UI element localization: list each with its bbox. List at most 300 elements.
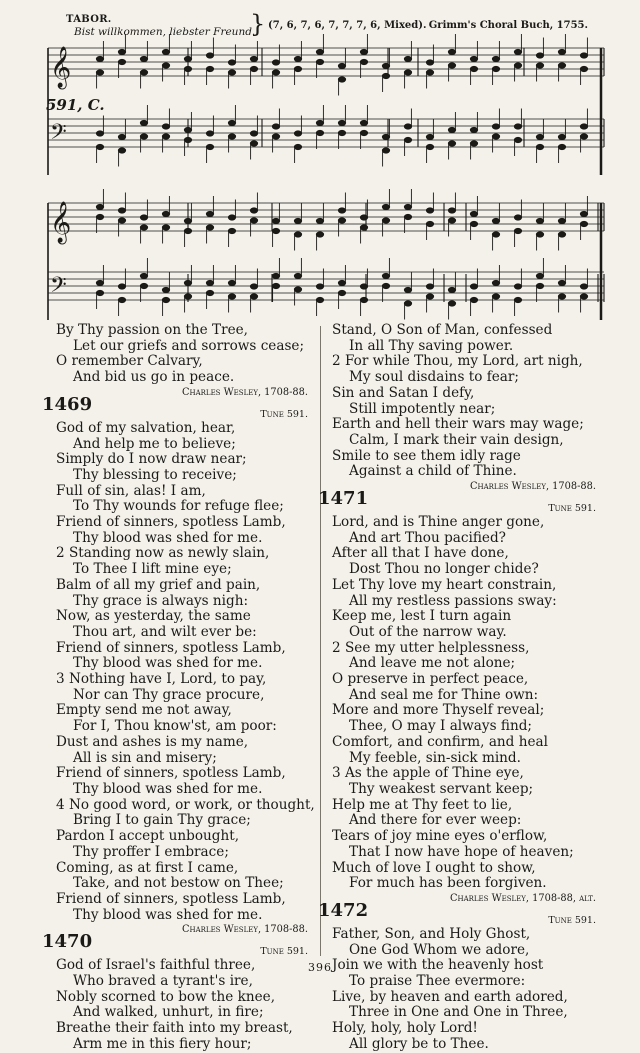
verse-line: Empty send me not away, bbox=[56, 702, 232, 719]
note-head bbox=[338, 77, 345, 82]
tune-number: 591, C. bbox=[46, 96, 105, 114]
note-head bbox=[360, 297, 367, 302]
note-head bbox=[558, 49, 565, 54]
note-head bbox=[96, 280, 103, 285]
note-head bbox=[250, 208, 257, 213]
hymn-1471-text bbox=[332, 515, 604, 892]
note-head bbox=[272, 283, 279, 288]
note-head bbox=[448, 208, 455, 213]
note-head bbox=[404, 204, 411, 209]
note-head bbox=[580, 284, 587, 289]
note-head bbox=[404, 56, 411, 61]
note-head bbox=[206, 211, 213, 216]
note-head bbox=[426, 294, 433, 299]
verse-line: And leave me not alone; bbox=[349, 655, 516, 672]
music-score bbox=[0, 0, 640, 320]
hymn-tune: Tune 591. bbox=[548, 914, 596, 926]
attribution: Charles Wesley, 1708-88. bbox=[182, 386, 308, 398]
verse-line: And bid us go in peace. bbox=[73, 369, 235, 386]
verse-line: Tears of joy mine eyes o'erflow, bbox=[332, 828, 548, 845]
note-head bbox=[580, 124, 587, 129]
note-head bbox=[448, 301, 455, 306]
note-head bbox=[162, 297, 169, 302]
note-head bbox=[316, 49, 323, 54]
verse-line: Thy blood was shed for me. bbox=[73, 780, 263, 797]
verse-line: Breathe their faith into my breast, bbox=[56, 1020, 293, 1037]
note-head bbox=[184, 294, 191, 299]
note-head bbox=[206, 131, 213, 136]
note-head bbox=[118, 134, 125, 139]
note-head bbox=[96, 56, 103, 61]
hymn-1469-header bbox=[42, 393, 316, 421]
note-head bbox=[580, 221, 587, 226]
hymn-1470-header bbox=[42, 931, 316, 958]
note-head bbox=[118, 297, 125, 302]
verse-line: Thou art, and wilt ever be: bbox=[73, 623, 257, 640]
verse-line: For I, Thou know'st, am poor: bbox=[73, 718, 277, 735]
verse-line: Still impotently near; bbox=[349, 400, 496, 417]
verse-line: And seal me for Thine own: bbox=[349, 686, 539, 703]
note-head bbox=[96, 131, 103, 136]
verse-line: Friend of sinners, spotless Lamb, bbox=[56, 890, 286, 907]
verse-line: Out of the narrow way. bbox=[349, 623, 507, 640]
note-head bbox=[228, 228, 235, 233]
verse-line: All is sin and misery; bbox=[73, 749, 217, 766]
note-head bbox=[316, 284, 323, 289]
note-head bbox=[382, 73, 389, 78]
verse-line: Thee, O may I always find; bbox=[349, 718, 532, 735]
verse-line: Thy grace is always nigh: bbox=[73, 592, 249, 609]
note-head bbox=[206, 53, 213, 58]
note-head bbox=[536, 232, 543, 237]
note-head bbox=[426, 134, 433, 139]
note-head bbox=[514, 297, 521, 302]
note-head bbox=[206, 290, 213, 295]
verse-line: 3 As the apple of Thine eye, bbox=[332, 765, 524, 782]
note-head bbox=[448, 218, 455, 223]
note-head bbox=[184, 127, 191, 132]
note-head bbox=[96, 204, 103, 209]
note-head bbox=[294, 287, 301, 292]
verse-line: Sin and Satan I defy, bbox=[332, 384, 475, 401]
verse-line: Help me at Thy feet to lie, bbox=[332, 796, 513, 813]
note-head bbox=[162, 49, 169, 54]
treble-clef-icon: 𝄞 bbox=[50, 202, 72, 243]
note-head bbox=[250, 131, 257, 136]
verse-line: Take, and not bestow on Thee; bbox=[73, 875, 284, 892]
note-head bbox=[558, 232, 565, 237]
note-head bbox=[184, 66, 191, 71]
note-head bbox=[492, 56, 499, 61]
verse-line: Nobly scorned to bow the knee, bbox=[56, 988, 276, 1005]
note-head bbox=[470, 66, 477, 71]
note-head bbox=[470, 56, 477, 61]
verse-line: Dust and ashes is my name, bbox=[56, 733, 249, 750]
attribution: Charles Wesley, 1708-88. bbox=[182, 924, 308, 936]
note-head bbox=[470, 221, 477, 226]
verse-line: All my restless passions sway: bbox=[349, 592, 557, 609]
verse-line: And help me to believe; bbox=[73, 435, 236, 452]
verse-line: Father, Son, and Holy Ghost, bbox=[332, 925, 531, 942]
note-head bbox=[514, 49, 521, 54]
note-head bbox=[360, 59, 367, 64]
note-head bbox=[382, 273, 389, 278]
note-head bbox=[580, 211, 587, 216]
note-head bbox=[404, 124, 411, 129]
note-head bbox=[470, 284, 477, 289]
note-head bbox=[206, 280, 213, 285]
note-head bbox=[404, 287, 411, 292]
page-number: 396 bbox=[308, 961, 332, 974]
note-head bbox=[316, 120, 323, 125]
verse-line: God of Israel's faithful three, bbox=[56, 957, 256, 974]
note-head bbox=[448, 287, 455, 292]
note-head bbox=[184, 137, 191, 142]
tune-source: Grimm's Choral Buch, 1755. bbox=[428, 20, 588, 31]
note-head bbox=[140, 225, 147, 230]
hymn-tune: Tune 591. bbox=[260, 946, 308, 958]
note-head bbox=[294, 232, 301, 237]
note-head bbox=[558, 144, 565, 149]
note-head bbox=[140, 283, 147, 288]
note-head bbox=[492, 280, 499, 285]
note-head bbox=[96, 70, 103, 75]
note-head bbox=[272, 218, 279, 223]
verse-line: In all Thy saving power. bbox=[349, 337, 514, 354]
note-head bbox=[140, 215, 147, 220]
note-head bbox=[250, 66, 257, 71]
note-head bbox=[382, 148, 389, 153]
note-head bbox=[404, 214, 411, 219]
verse-line: Lord, and is Thine anger gone, bbox=[332, 514, 545, 531]
hymn-number: 1472 bbox=[318, 899, 369, 921]
column-divider bbox=[320, 326, 321, 956]
note-head bbox=[228, 215, 235, 220]
verse-line: 2 For while Thou, my Lord, art nigh, bbox=[332, 353, 583, 370]
note-head bbox=[250, 294, 257, 299]
verse-line: 2 Standing now as newly slain, bbox=[56, 545, 270, 562]
note-head bbox=[316, 130, 323, 135]
hymn-1470-text-continued bbox=[332, 323, 604, 480]
note-head bbox=[272, 228, 279, 233]
verse-line: Friend of sinners, spotless Lamb, bbox=[56, 639, 286, 656]
verse-line: That I now have hope of heaven; bbox=[349, 843, 574, 860]
note-head bbox=[184, 280, 191, 285]
note-head bbox=[206, 66, 213, 71]
note-head bbox=[338, 280, 345, 285]
opening-verse bbox=[56, 323, 316, 386]
note-head bbox=[96, 144, 103, 149]
verse-line: Against a child of Thine. bbox=[349, 463, 517, 480]
verse-line: God of my salvation, hear, bbox=[56, 419, 236, 436]
verse-line: More and more Thyself reveal; bbox=[332, 702, 545, 719]
note-head bbox=[272, 273, 279, 278]
note-head bbox=[206, 144, 213, 149]
note-head bbox=[580, 294, 587, 299]
note-head bbox=[140, 134, 147, 139]
verse-line: Let Thy love my heart constrain, bbox=[332, 576, 557, 593]
note-head bbox=[272, 70, 279, 75]
left-column bbox=[42, 322, 316, 1053]
verse-line: Stand, O Son of Man, confessed bbox=[332, 322, 553, 338]
note-head bbox=[360, 120, 367, 125]
verse-line: O preserve in perfect peace, bbox=[332, 671, 529, 688]
verse-line: Holy, holy, holy Lord! bbox=[332, 1020, 478, 1037]
note-head bbox=[294, 144, 301, 149]
note-head bbox=[426, 70, 433, 75]
verse-line: Let our griefs and sorrows cease; bbox=[73, 337, 305, 354]
note-head bbox=[228, 70, 235, 75]
note-head bbox=[294, 273, 301, 278]
note-head bbox=[514, 215, 521, 220]
staff-lines bbox=[48, 48, 604, 300]
note-head bbox=[272, 124, 279, 129]
verse-line: Thy blessing to receive; bbox=[73, 466, 237, 483]
verse-line: Earth and hell their wars may wage; bbox=[332, 416, 584, 433]
verse-line: To Thee I lift mine eye; bbox=[73, 561, 232, 578]
verse-line: By Thy passion on the Tree, bbox=[56, 322, 248, 338]
verse-line: Thy blood was shed for me. bbox=[73, 906, 263, 923]
note-head bbox=[536, 144, 543, 149]
note-head bbox=[426, 221, 433, 226]
note-head bbox=[558, 294, 565, 299]
verse-line: Thy blood was shed for me. bbox=[73, 655, 263, 672]
note-head bbox=[514, 228, 521, 233]
note-head bbox=[580, 134, 587, 139]
tune-name: TABOR. bbox=[66, 14, 112, 25]
note-head bbox=[294, 218, 301, 223]
note-head bbox=[382, 134, 389, 139]
note-head bbox=[470, 141, 477, 146]
note-head bbox=[404, 70, 411, 75]
bass-clef-icon: 𝄢 bbox=[50, 120, 67, 150]
note-head bbox=[426, 208, 433, 213]
note-head bbox=[316, 59, 323, 64]
note-head bbox=[426, 144, 433, 149]
note-head bbox=[536, 283, 543, 288]
note-head bbox=[338, 130, 345, 135]
tune-meter: (7, 6, 7, 6, 7, 7, 7, 6, Mixed). bbox=[268, 20, 427, 31]
note-head bbox=[184, 228, 191, 233]
note-head bbox=[470, 297, 477, 302]
verse-line: Thy weakest servant keep; bbox=[349, 780, 534, 797]
hymn-number: 1471 bbox=[318, 488, 369, 510]
brace-icon: } bbox=[250, 10, 266, 38]
note-head bbox=[382, 204, 389, 209]
note-head bbox=[580, 53, 587, 58]
verse-line: To praise Thee evermore: bbox=[349, 973, 526, 990]
verse-line: Coming, as at first I came, bbox=[56, 859, 239, 876]
note-head bbox=[140, 56, 147, 61]
note-head bbox=[558, 218, 565, 223]
note-head bbox=[96, 290, 103, 295]
note-head bbox=[492, 124, 499, 129]
note-head bbox=[492, 232, 499, 237]
note-head bbox=[338, 63, 345, 68]
verse-line: Bring I to gain Thy grace; bbox=[73, 812, 251, 829]
note-head bbox=[338, 218, 345, 223]
note-head bbox=[162, 225, 169, 230]
note-head bbox=[492, 66, 499, 71]
note-head bbox=[470, 211, 477, 216]
note-head bbox=[448, 63, 455, 68]
hymn-1472-text bbox=[332, 927, 604, 1053]
verse-line: Smile to see them idly rage bbox=[332, 447, 521, 464]
note-head bbox=[228, 294, 235, 299]
note-head bbox=[448, 141, 455, 146]
note-head bbox=[162, 287, 169, 292]
verse-line: Nor can Thy grace procure, bbox=[73, 686, 265, 703]
note-head bbox=[360, 49, 367, 54]
verse-line: Balm of all my grief and pain, bbox=[56, 576, 261, 593]
note-head bbox=[272, 60, 279, 65]
note-head bbox=[470, 127, 477, 132]
verse-line: For much has been forgiven. bbox=[349, 875, 547, 892]
hymn-1472-header bbox=[318, 899, 604, 927]
verse-line: Now, as yesterday, the same bbox=[56, 608, 251, 625]
note-head bbox=[536, 63, 543, 68]
note-head bbox=[558, 134, 565, 139]
note-head bbox=[426, 284, 433, 289]
verse-line: Thy blood was shed for me. bbox=[73, 529, 263, 546]
note-head bbox=[382, 218, 389, 223]
verse-line: My feeble, sin-sick mind. bbox=[349, 749, 521, 766]
verse-line: Dost Thou no longer chide? bbox=[349, 561, 539, 578]
note-head bbox=[118, 148, 125, 153]
note-head bbox=[162, 211, 169, 216]
note-head bbox=[514, 124, 521, 129]
note-head bbox=[492, 294, 499, 299]
note-head bbox=[118, 49, 125, 54]
note-head bbox=[96, 214, 103, 219]
verse-line: Keep me, lest I turn again bbox=[332, 608, 512, 625]
verse-line: Who braved a tyrant's ire, bbox=[73, 973, 253, 990]
verse-line: After all that I have done, bbox=[332, 545, 509, 562]
verse-line: Simply do I now draw near; bbox=[56, 451, 247, 468]
hymn-number: 1469 bbox=[42, 393, 93, 415]
music-notes bbox=[96, 34, 587, 320]
hymn-1471-header bbox=[318, 488, 604, 515]
note-head bbox=[118, 218, 125, 223]
note-head bbox=[536, 273, 543, 278]
hymn-1469-text bbox=[56, 421, 316, 924]
note-head bbox=[360, 225, 367, 230]
note-head bbox=[492, 134, 499, 139]
note-head bbox=[382, 283, 389, 288]
verse-line: And there for ever weep: bbox=[349, 812, 522, 829]
clefs bbox=[50, 46, 71, 303]
note-head bbox=[294, 131, 301, 136]
note-head bbox=[316, 218, 323, 223]
note-head bbox=[404, 301, 411, 306]
note-head bbox=[404, 137, 411, 142]
note-head bbox=[118, 284, 125, 289]
note-head bbox=[558, 280, 565, 285]
verse-line: 3 Nothing have I, Lord, to pay, bbox=[56, 671, 267, 688]
note-head bbox=[140, 273, 147, 278]
note-head bbox=[162, 134, 169, 139]
verse-line: Friend of sinners, spotless Lamb, bbox=[56, 514, 286, 531]
note-head bbox=[448, 127, 455, 132]
note-head bbox=[338, 120, 345, 125]
verse-line: 2 See my utter helplessness, bbox=[332, 639, 530, 656]
verse-line: Much of love I ought to show, bbox=[332, 859, 536, 876]
tune-subtitle: Bist willkommen, liebster Freund. bbox=[74, 26, 256, 38]
note-head bbox=[228, 60, 235, 65]
note-head bbox=[514, 63, 521, 68]
note-head bbox=[316, 297, 323, 302]
verse-line: One God Whom we adore, bbox=[349, 941, 530, 958]
hymn-number: 1470 bbox=[42, 931, 93, 953]
verse-line: Full of sin, alas! I am, bbox=[56, 482, 206, 499]
note-head bbox=[382, 63, 389, 68]
treble-clef-icon: 𝄞 bbox=[50, 47, 72, 88]
verse-line: To Thy wounds for refuge flee; bbox=[73, 498, 284, 515]
note-head bbox=[206, 225, 213, 230]
note-head bbox=[294, 66, 301, 71]
verse-line: 4 No good word, or work, or thought, bbox=[56, 796, 315, 813]
note-head bbox=[536, 134, 543, 139]
verse-line: Arm me in this fiery hour; bbox=[73, 1035, 252, 1052]
verse-line: My soul disdains to fear; bbox=[349, 369, 519, 386]
note-head bbox=[162, 63, 169, 68]
note-head bbox=[558, 63, 565, 68]
verse-line: Pardon I accept unbought, bbox=[56, 828, 240, 845]
note-head bbox=[514, 137, 521, 142]
note-head bbox=[294, 56, 301, 61]
attribution: Charles Wesley, 1708-88. bbox=[470, 481, 596, 493]
note-head bbox=[184, 218, 191, 223]
attribution: Charles Wesley, 1708-88, alt. bbox=[449, 892, 596, 904]
note-head bbox=[118, 208, 125, 213]
note-head bbox=[580, 66, 587, 71]
note-head bbox=[360, 215, 367, 220]
note-head bbox=[228, 280, 235, 285]
verse-line: All glory be to Thee. bbox=[349, 1035, 489, 1052]
note-head bbox=[536, 53, 543, 58]
note-head bbox=[426, 60, 433, 65]
note-head bbox=[228, 120, 235, 125]
note-head bbox=[514, 284, 521, 289]
verse-line: And walked, unhurt, in fire; bbox=[73, 1004, 264, 1021]
note-head bbox=[536, 218, 543, 223]
verse-line: Three in One and One in Three, bbox=[349, 1004, 568, 1021]
note-head bbox=[316, 232, 323, 237]
note-head bbox=[250, 141, 257, 146]
verse-line: Thy proffer I embrace; bbox=[73, 843, 229, 860]
note-head bbox=[360, 284, 367, 289]
verse-line: O remember Calvary, bbox=[56, 353, 203, 370]
verse-line: Calm, I mark their vain design, bbox=[349, 431, 564, 448]
verse-line: And art Thou pacified? bbox=[349, 529, 506, 546]
note-head bbox=[250, 284, 257, 289]
verse-line: Friend of sinners, spotless Lamb, bbox=[56, 765, 286, 782]
note-head bbox=[228, 134, 235, 139]
note-head bbox=[118, 59, 125, 64]
note-head bbox=[492, 218, 499, 223]
note-head bbox=[184, 56, 191, 61]
hymn-tune: Tune 591. bbox=[548, 503, 596, 515]
bass-clef-icon: 𝄢 bbox=[50, 273, 67, 303]
verse-line: Comfort, and confirm, and heal bbox=[332, 733, 548, 750]
note-head bbox=[140, 120, 147, 125]
note-head bbox=[338, 290, 345, 295]
note-head bbox=[360, 130, 367, 135]
hymn-tune: Tune 591. bbox=[260, 408, 308, 420]
note-head bbox=[140, 70, 147, 75]
verse-line: Join we with the heavenly host bbox=[332, 957, 544, 974]
verse-line: Live, by heaven and earth adored, bbox=[332, 988, 568, 1005]
